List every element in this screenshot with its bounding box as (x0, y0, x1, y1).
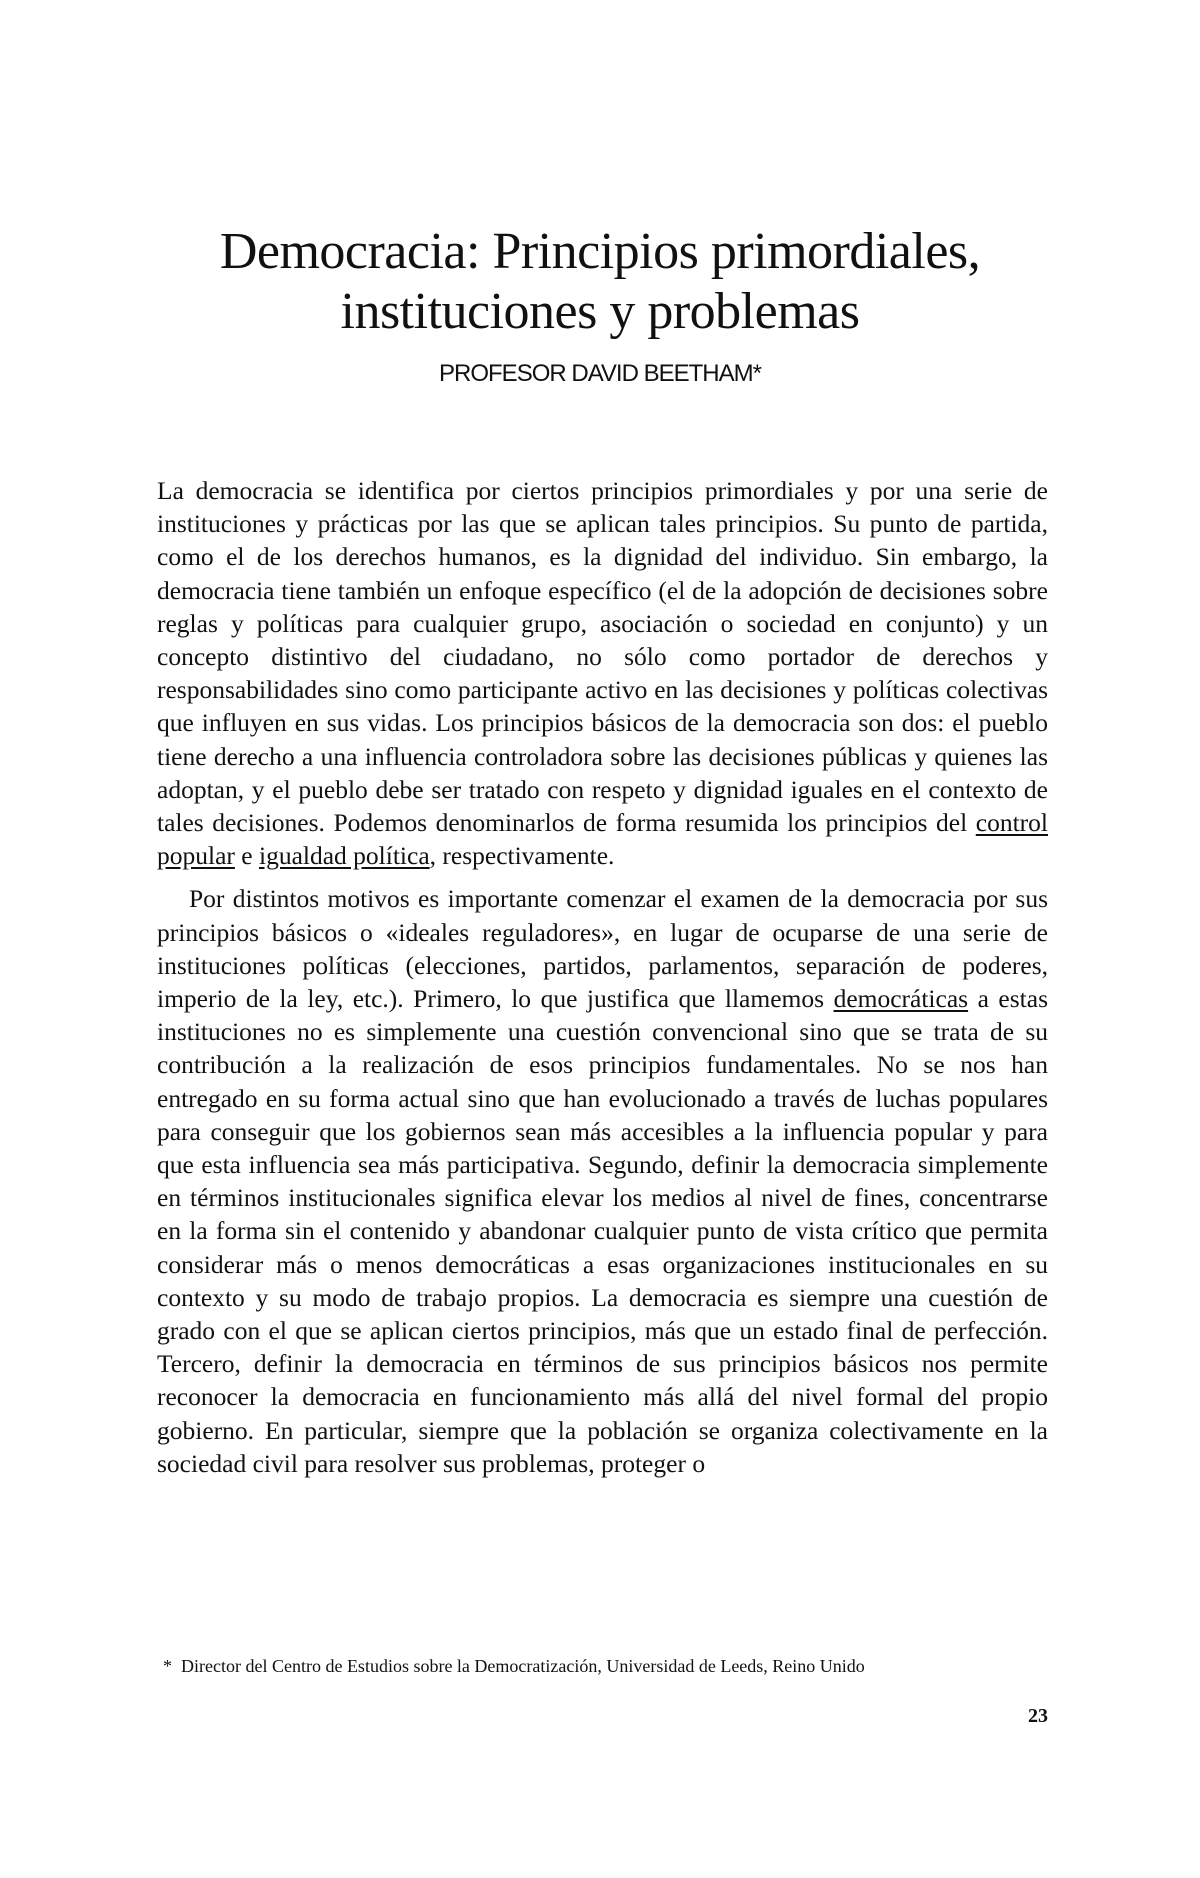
paragraph-1 (157, 474, 1048, 872)
article-title-line-2: instituciones y problemas (340, 283, 860, 340)
underlined-term-democraticas: democráticas (833, 984, 969, 1014)
article-title-line-1: Democracia: Principios primordiales, (219, 223, 981, 280)
underlined-term-igualdad-politica: igualdad política (258, 841, 430, 871)
paragraph-1-text: La democracia se identifica por ciertos principios primordiales y por una serie de instituciones y prácticas por las que se aplican tales principios. Su punto de partida, como el de los derechos humanos, es la dignidad del individuo. Sin embargo, la democracia tiene también un enfoque específico (el de la adopción de decisiones sobre reglas y políticas para cualquier grupo, asociación o sociedad en conjunto) y un concepto distintivo del ciudadano, no sólo como portador de derechos y responsabilidades sino como participante activo en las decisiones y políticas colectivas que influyen en sus vidas. Los principios básicos de la democracia son dos: el pueblo tiene derecho a una influencia controladora sobre las decisiones públicas y quienes las adoptan, y el pueblo debe ser tratado con respeto y dignidad iguales en el contexto de tales decisiones. Podemos denominarlos de forma resumida los principios del (157, 476, 1048, 838)
paragraph-2 (157, 882, 1048, 1480)
footnote (163, 1654, 1043, 1678)
paragraph-2-text-start: Por distintos motivos es importante comenzar el examen de la democracia por sus principios básicos o «ideales reguladores», en lugar de ocuparse de una serie de instituciones políticas (elecciones, partidos, parlamentos, separación de poderes, imperio de la ley, etc.). Primero, lo que justifica que llamemos (157, 884, 1048, 1014)
paragraph-1-end: , respectivamente. (429, 841, 615, 871)
article-body (157, 474, 1048, 1480)
footnote-marker: * (163, 1656, 172, 1676)
underlined-term-control-popular: control popular (157, 808, 1048, 871)
article-author: PROFESOR DAVID BEETHAM* (439, 360, 761, 387)
footnote-text: Director del Centro de Estudios sobre la Democratización, Universidad de Leeds, Reino Unido (181, 1656, 865, 1676)
page-number: 23 (1028, 1705, 1048, 1727)
paragraph-2-text-rest: a estas instituciones no es simplemente una cuestión convencional sino que se trata de su contribución a la realización de esos principios fundamentales. No se nos han entregado en su forma actual sino que han evolucionado a través de luchas populares para conseguir que los gobiernos sean más accesibles a la influencia popular y para que esta influencia sea más participativa. Segundo, definir la democracia simplemente en términos institucionales significa elevar los medios al nivel de fines, concentrarse en la forma sin el contenido y abandonar cualquier punto de vista crítico que permita considerar más o menos democráticas a esas organizaciones institucionales en su contexto y su modo de trabajo propios. La democracia es siempre una cuestión de grado con el que se aplican ciertos principios, más que un estado final de perfección. Tercero, definir la democracia en términos de sus principios básicos nos permite reconocer la democracia en funcionamiento más allá del nivel formal del propio gobierno. En particular, siempre que la población se organiza colectivamente en la sociedad civil para resolver sus problemas, proteger o (157, 984, 1048, 1478)
article-header (130, 222, 1070, 388)
paragraph-1-connector: e (234, 841, 259, 871)
